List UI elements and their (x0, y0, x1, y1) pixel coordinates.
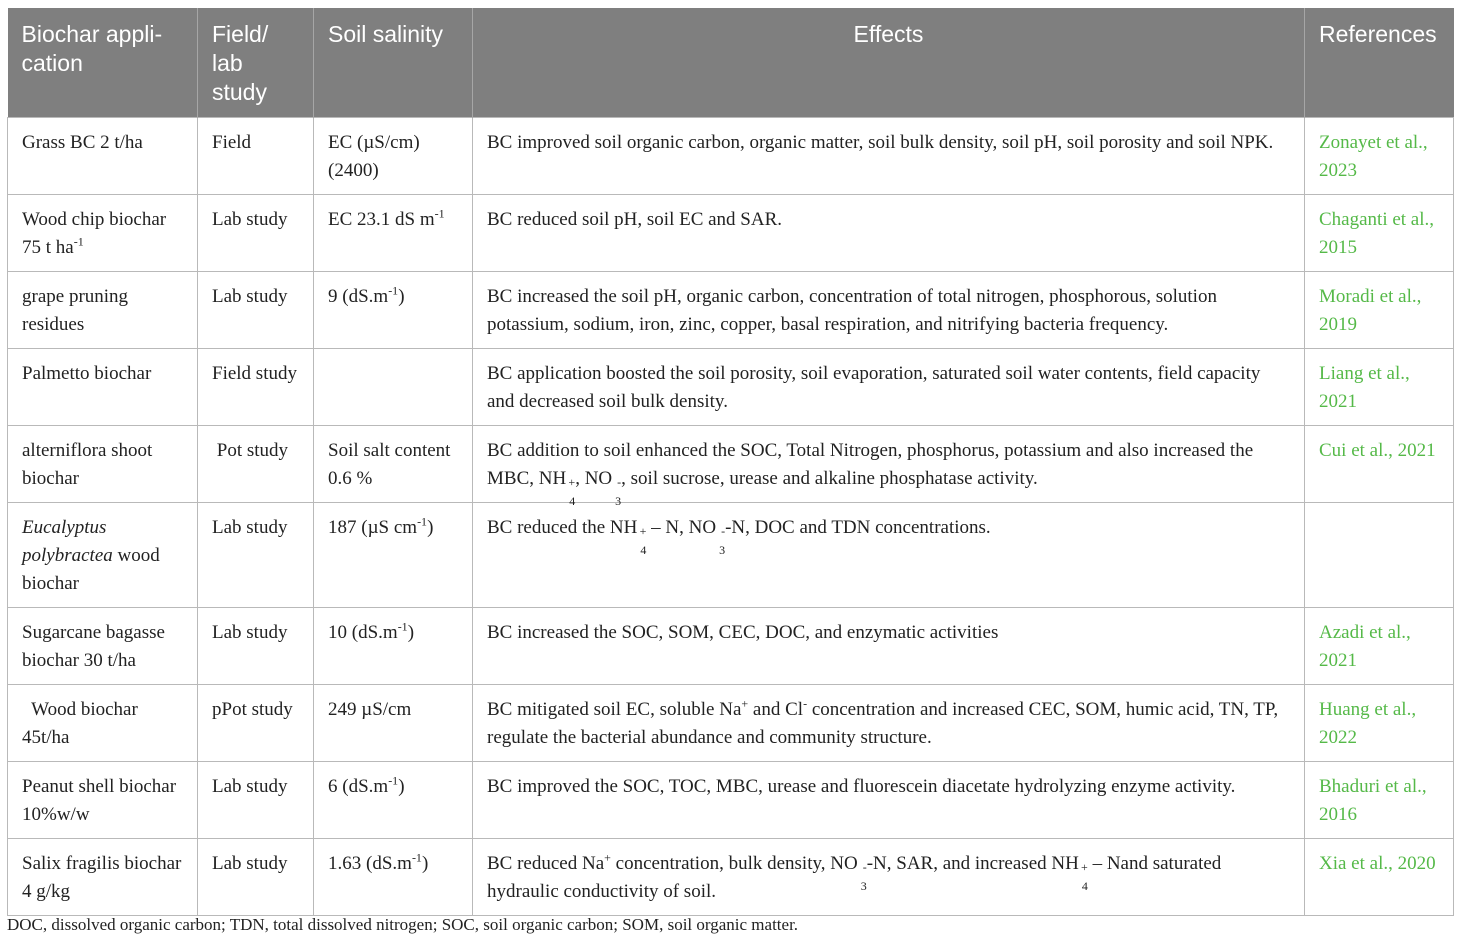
cell-reference[interactable]: Chaganti et al., 2015 (1305, 195, 1454, 272)
cell-study: Lab study (198, 839, 314, 916)
cell-study: Lab study (198, 195, 314, 272)
table-row (8, 608, 1454, 685)
cell-salinity: 1.63 $(dS.m^{-1})$ (314, 839, 473, 916)
cell-application: Salix fragilis biochar 4 g/kg (8, 839, 198, 916)
cell-reference[interactable]: Moradi et al., 2019 (1305, 272, 1454, 349)
cell-reference[interactable]: Zonayet et al., 2023 (1305, 118, 1454, 195)
cell-salinity: 187 (µS $cm^{-1}$) (314, 503, 473, 608)
biochar-table (7, 8, 1454, 916)
cell-application: grape pruning residues (8, 272, 198, 349)
cell-salinity (314, 349, 473, 426)
cell-study: Field (198, 118, 314, 195)
header-application: Biochar appli-cation (8, 8, 198, 118)
cell-salinity: EC (µS/cm) (2400) (314, 118, 473, 195)
cell-application: Sugarcane bagasse biochar 30 t/ha (8, 608, 198, 685)
cell-reference[interactable]: Liang et al., 2021 (1305, 349, 1454, 426)
cell-application: Grass BC 2 t/ha (8, 118, 198, 195)
cell-study: Lab study (198, 503, 314, 608)
cell-salinity: 6 $(dS.m^{-1})$ (314, 762, 473, 839)
table-row (8, 118, 1454, 195)
cell-effects: BC improved the SOC, TOC, MBC, urease and fluorescein diacetate hydrolyzing enzyme activity. (473, 762, 1305, 839)
cell-effects: BC reduced Na+ concentration, bulk density, NO - 3 -N, SAR, and increased NH + 4 – Nand saturated hydraulic conductivity of soil. (473, 839, 1305, 916)
header-references: References (1305, 8, 1454, 118)
cell-reference[interactable]: Cui et al., 2021 (1305, 426, 1454, 503)
table-footnote: DOC, dissolved organic carbon; TDN, total dissolved nitrogen; SOC, soil organic carbon; SOM, soil organic matter. (7, 915, 799, 934)
cell-effects: BC addition to soil enhanced the SOC, Total Nitrogen, phosphorus, potassium and also increased the MBC, NH + 4 , NO - 3 , soil sucrose, urease and alkaline phosphatase activity. (473, 426, 1305, 503)
cell-application: Palmetto biochar (8, 349, 198, 426)
cell-effects: BC increased the soil pH, organic carbon, concentration of total nitrogen, phosphorous, solution potassium, sodium, iron, zinc, copper, basal respiration, and nitrifying bacteria frequency. (473, 272, 1305, 349)
cell-reference[interactable]: Bhaduri et al., 2016 (1305, 762, 1454, 839)
cell-reference (1305, 503, 1454, 608)
table-row (8, 685, 1454, 762)
table-row (8, 762, 1454, 839)
table-header-row (8, 8, 1454, 118)
cell-application: Peanut shell biochar 10%w/w (8, 762, 198, 839)
cell-effects: BC reduced soil pH, soil EC and SAR. (473, 195, 1305, 272)
cell-effects: BC reduced the NH + 4 – N, NO - 3 -N, DOC and TDN concentrations. (473, 503, 1305, 608)
cell-salinity: Soil salt content 0.6 % (314, 426, 473, 503)
cell-effects: BC mitigated soil EC, soluble Na+ and Cl- concentration and increased CEC, SOM, humic acid, TN, TP, regulate the bacterial abundance and community structure. (473, 685, 1305, 762)
header-effects: Effects (473, 8, 1305, 118)
cell-application: Eucalyptus polybractea wood biochar (8, 503, 198, 608)
cell-study: Lab study (198, 272, 314, 349)
cell-reference[interactable]: Xia et al., 2020 (1305, 839, 1454, 916)
table-row (8, 349, 1454, 426)
cell-reference[interactable]: Huang et al., 2022 (1305, 685, 1454, 762)
cell-salinity: 249 µS/cm (314, 685, 473, 762)
header-study: Field/ lab study (198, 8, 314, 118)
table-row (8, 272, 1454, 349)
cell-effects: BC application boosted the soil porosity, soil evaporation, saturated soil water contents, field capacity and decreased soil bulk density. (473, 349, 1305, 426)
table-row (8, 426, 1454, 503)
cell-study: Lab study (198, 608, 314, 685)
cell-application: Wood biochar 45t/ha (8, 685, 198, 762)
cell-application: alterniflora shoot biochar (8, 426, 198, 503)
cell-salinity: EC 23.1 dS $m^{-1}$ (314, 195, 473, 272)
cell-reference[interactable]: Azadi et al., 2021 (1305, 608, 1454, 685)
table-row (8, 195, 1454, 272)
cell-salinity: 9 $(dS.m^{-1})$ (314, 272, 473, 349)
cell-study: pPot study (198, 685, 314, 762)
cell-study: Pot study (198, 426, 314, 503)
table-row (8, 839, 1454, 916)
cell-study: Field study (198, 349, 314, 426)
cell-study: Lab study (198, 762, 314, 839)
header-salinity: Soil salinity (314, 8, 473, 118)
cell-application: Wood chip biochar 75 t $ha^{-1}$ (8, 195, 198, 272)
table-row (8, 503, 1454, 608)
cell-effects: BC increased the SOC, SOM, CEC, DOC, and enzymatic activities (473, 608, 1305, 685)
cell-effects: BC improved soil organic carbon, organic matter, soil bulk density, soil pH, soil porosity and soil NPK. (473, 118, 1305, 195)
cell-salinity: 10 $(dS.m^{-1})$ (314, 608, 473, 685)
